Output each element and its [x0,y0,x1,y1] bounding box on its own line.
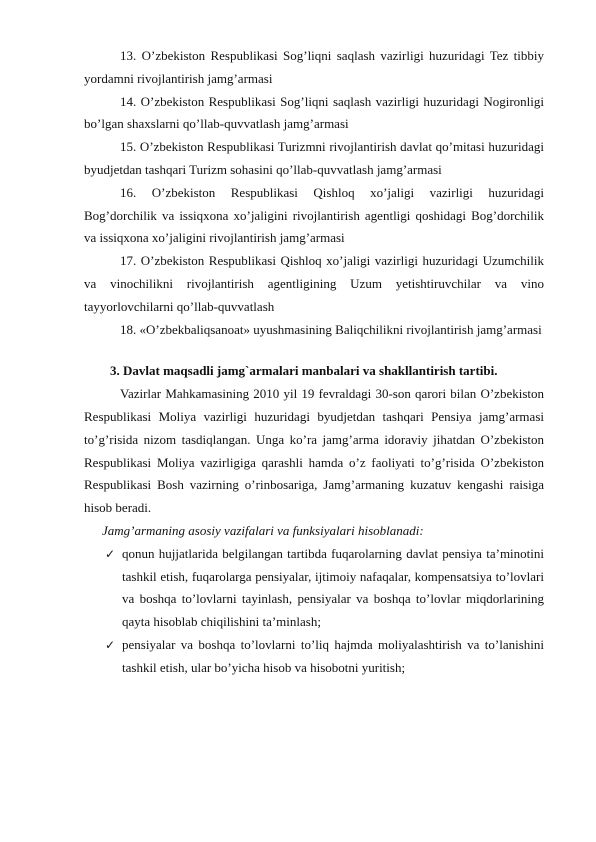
list-paragraph-18: 18. «O’zbekbaliqsanoat» uyushmasining Baliqchilikni rivojlantirish jamg’armasi [120,321,542,337]
functions-checklist [84,543,544,680]
list-paragraph-17: 17. O’zbekiston Respublikasi Qishloq xo’jaligi vazirligi huzuridagi Uzumchilik va vinochilikni rivojlantirish agentligining Uzum yetishtiruvchilar va vino tayyorlovchilarni qo’llab-quvvatlash [84,253,544,314]
list-paragraph-16: 16. O’zbekiston Respublikasi Qishloq xo’jaligi vazirligi huzuridagi Bog’dorchilik va issiqxona xo’jaligini rivojlantirish agentligi qoshidagi Bog’dorchilik va issiqxona xo’jaligini rivojlantirish jamg’armasi [84,184,544,246]
checklist-item-text: qonun hujjatlarida belgilangan tartibda fuqarolarning davlat pensiya ta’minotini tashkil etish, fuqarolarga pensiyalar, ijtimoiy nafaqalar, kompensatsiya to’lovlari va boshqa to’lovlarni tayinlash, pensiyalar va boshqa to’lovlar miqdorlarining qayta hisoblab chiqilishini ta’minlash; [122,545,544,630]
list-paragraph-13: 13. O’zbekiston Respublikasi Sog’liqni saqlash vazirligi huzuridagi Tez tibbiy yordamni rivojlantirish jamg’armasi [84,48,544,86]
checkmark-icon: ✓ [105,637,116,652]
list-paragraph-15: 15. O’zbekiston Respublikasi Turizmni rivojlantirish davlat qo’mitasi huzuridagi byudjetdan tashqari Turizm sohasini qo’llab-quvvatlash jamg’armasi [84,139,544,177]
list-paragraph-14: 14. O’zbekiston Respublikasi Sog’liqni saqlash vazirligi huzuridagi Nogironligi bo’lgan shaxslarni qo’llab-quvvatlash jamg’armasi [84,93,544,132]
checkmark-icon: ✓ [105,546,116,561]
checklist-item-text: pensiyalar va boshqa to’lovlarni to’liq hajmda moliyalashtirish va to’lanishini tashkil etish, ular bo’yicha hisob va hisobotni yuritish; [122,636,544,675]
functions-intro: Jamg’armaning asosiy vazifalari va funksiyalari hisoblanadi: [102,522,424,538]
checklist-item [84,634,544,680]
checklist-item [84,543,544,634]
section-heading: 3. Davlat maqsadli jamg`armalari manbalari va shakllantirish tartibi. [110,363,498,379]
body-paragraph: Vazirlar Mahkamasining 2010 yil 19 fevraldagi 30-son qarori bilan O’zbekiston Respublikasi Moliya vazirligi huzuridagi byudjetdan tashqari Pensiya jamg’armasi to’g’risida nizom tasdiqlangan. Unga ko’ra jamg’arma idoraviy jihatdan O’zbekiston Respublikasi Moliya vazirligiga qarashli hamda o’z faoliyati to’g’risida O’zbekiston Respublikasi Bosh vazirning o’rinbosariga, Jamg’armaning kuzatuv kengashi raisiga hisob beradi. [84,386,544,516]
